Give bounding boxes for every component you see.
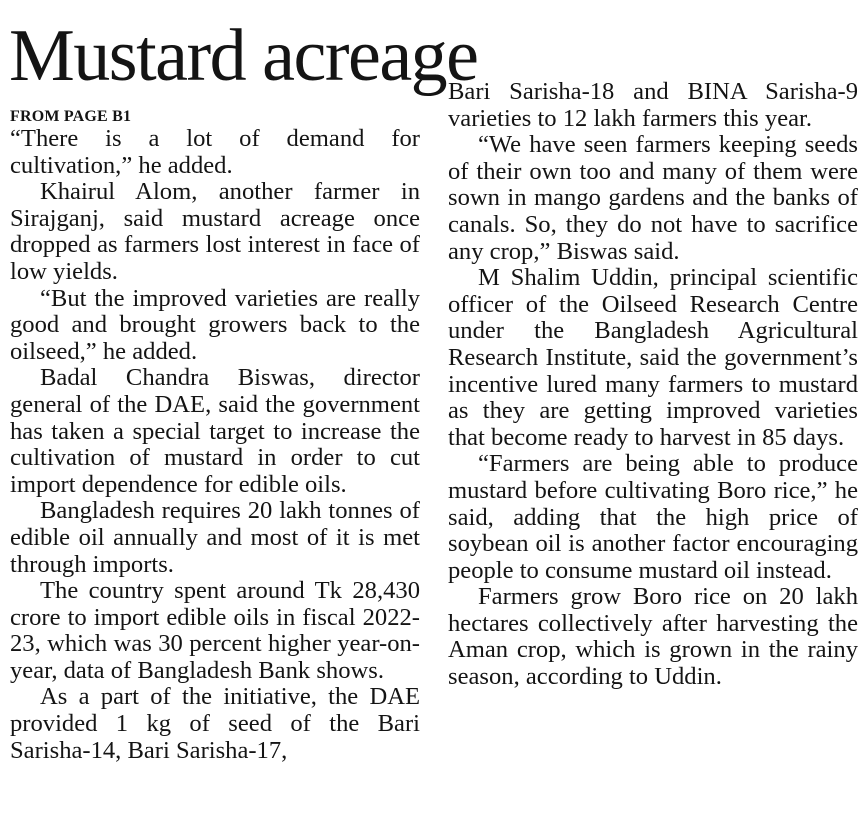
paragraph: “There is a lot of demand for cultivation,” he added. — [10, 125, 420, 179]
paragraph: “We have seen farmers keeping seeds of their own too and many of them were sown in mango gardens and the banks of canals. So, they do not have to sacrifice any crop,” Biswas said. — [448, 131, 858, 265]
paragraph: The country spent around Tk 28,430 crore to import edible oils in fiscal 2022-23, which was 30 percent higher year-on-year, data of Bangladesh Bank shows. — [10, 577, 420, 684]
paragraph: Khairul Alom, another farmer in Sirajganj, said mustard acreage once dropped as farmers lost interest in face of low yields. — [10, 178, 420, 285]
paragraph: M Shalim Uddin, principal scientific officer of the Oilseed Research Centre under the Bangladesh Agricultural Research Institute, said the government’s incentive lured many farmers to mustard as they are getting improved varieties that become ready to harvest in 85 days. — [448, 264, 858, 451]
paragraph: “Farmers are being able to produce mustard before cultivating Boro rice,” he said, adding that the high price of soybean oil is another factor encouraging people to consume mustard oil instead. — [448, 450, 858, 584]
paragraph: “But the improved varieties are really good and brought growers back to the oilseed,” he added. — [10, 284, 420, 365]
paragraph: Bari Sarisha-18 and BINA Sarisha-9 varieties to 12 lakh farmers this year. — [448, 78, 858, 132]
column-right — [448, 79, 858, 691]
paragraph: As a part of the initiative, the DAE provided 1 kg of seed of the Bari Sarisha-14, Bari Sarisha-17, — [10, 683, 420, 764]
paragraph: Bangladesh requires 20 lakh tonnes of edible oil annually and most of it is met through imports. — [10, 497, 420, 578]
column-divider — [432, 105, 433, 825]
dateline: FROM PAGE B1 — [10, 108, 132, 125]
paragraph: Farmers grow Boro rice on 20 lakh hectares collectively after harvesting the Aman crop, which is grown in the rainy season, according to Uddin. — [448, 583, 858, 691]
column-left — [10, 105, 420, 764]
paragraph: Badal Chandra Biswas, director general of the DAE, said the government has taken a special target to increase the cultivation of mustard in order to cut import dependence for edible oils. — [10, 364, 420, 498]
headline: Mustard acreage — [9, 15, 478, 97]
